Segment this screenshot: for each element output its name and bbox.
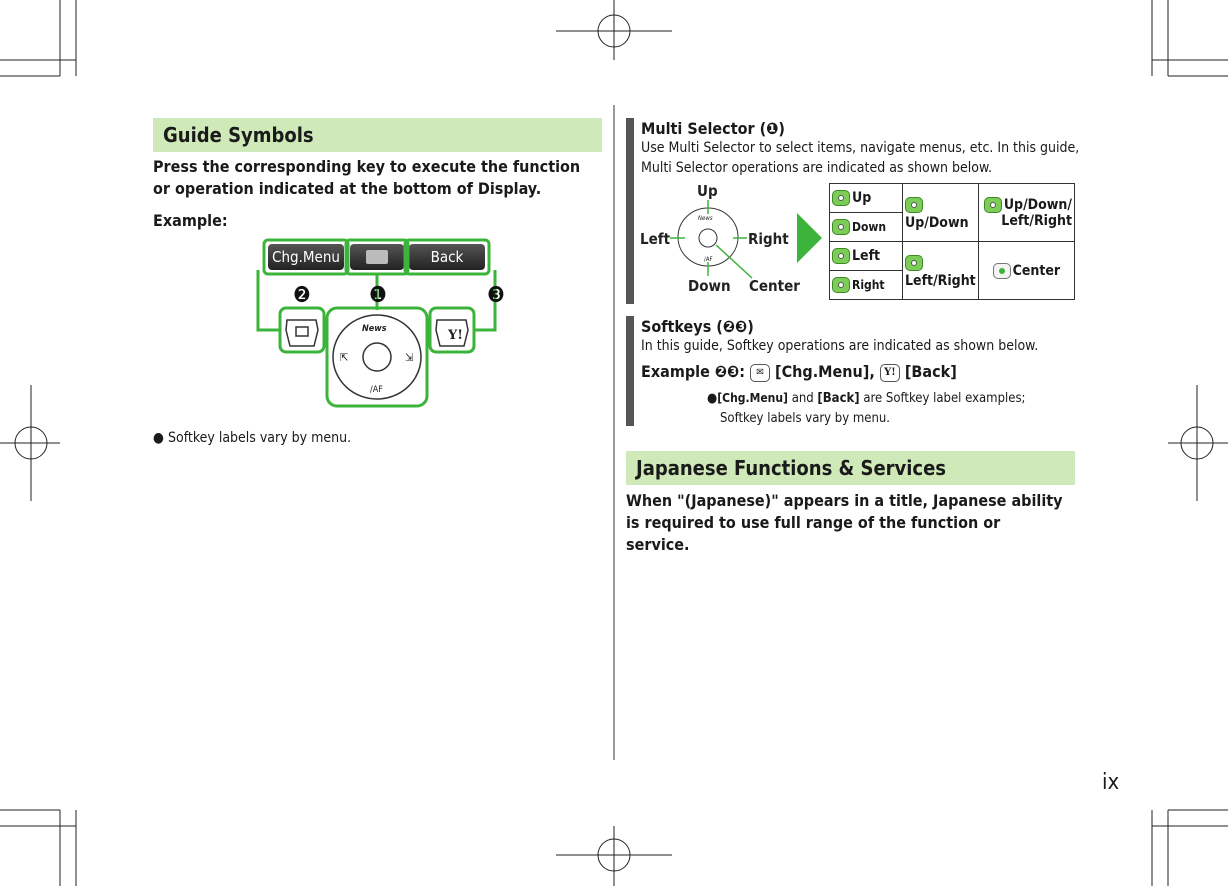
arrow-right-icon bbox=[797, 213, 822, 263]
web-arrow-icon: ⇲ bbox=[405, 351, 414, 364]
marker-three: ❸ bbox=[487, 283, 505, 308]
diagram-af: /AF bbox=[704, 256, 713, 263]
diagram-up: Up bbox=[697, 182, 718, 200]
marker-two: ❷ bbox=[293, 283, 311, 308]
op-up-down: Up/Down bbox=[905, 214, 969, 231]
multi-selector-heading: Multi Selector (❶) bbox=[641, 119, 785, 138]
op-all-2: Left/Right bbox=[1001, 212, 1072, 229]
marker-one: ❶ bbox=[369, 283, 387, 308]
mail-arrow-icon: ⇱ bbox=[340, 351, 349, 364]
softkey-right-display: Back bbox=[409, 244, 485, 270]
diagram-left: Left bbox=[640, 230, 671, 248]
op-left: Left bbox=[852, 248, 881, 264]
op-right: Right bbox=[852, 278, 885, 292]
example-label: Example: bbox=[153, 211, 228, 230]
example-prefix: Example ❷❸: bbox=[641, 362, 745, 381]
example-mid: [Chg.Menu], bbox=[775, 362, 875, 381]
softkeys-heading: Softkeys (❷❸) bbox=[641, 317, 754, 336]
note-text: Softkey labels vary by menu. bbox=[168, 430, 352, 446]
softkey-left-display: Chg.Menu bbox=[268, 244, 344, 270]
diagram-news: News bbox=[698, 215, 713, 222]
bullet: ● bbox=[707, 391, 718, 406]
note-chgmenu: [Chg.Menu] bbox=[717, 391, 788, 405]
softkeys-note bbox=[707, 388, 1026, 429]
diagram-down: Down bbox=[688, 277, 731, 295]
op-up: Up bbox=[852, 190, 872, 206]
op-center: Center bbox=[1012, 262, 1061, 279]
japanese-body: When "(Japanese)" appears in a title, Japanese ability is required to use full range of the function or service. bbox=[626, 491, 1063, 554]
note-line2: Softkey labels vary by menu. bbox=[720, 411, 891, 426]
example-end: [Back] bbox=[904, 362, 957, 381]
guide-symbols-heading: Guide Symbols bbox=[153, 118, 602, 152]
bullet: ● bbox=[153, 430, 164, 446]
op-all-1: Up/Down/ bbox=[1003, 196, 1072, 213]
softkeys-example bbox=[641, 362, 957, 382]
yahoo-key-icon: Y! bbox=[880, 364, 900, 382]
note-and: and bbox=[787, 391, 818, 406]
diagram-right: Right bbox=[748, 230, 789, 248]
softkeys-desc: In this guide, Softkey operations are indicated as shown below. bbox=[641, 338, 1039, 354]
multi-selector-table bbox=[829, 183, 1075, 300]
mail-key-icon: ✉ bbox=[750, 364, 770, 382]
japanese-heading: Japanese Functions & Services bbox=[626, 451, 1075, 485]
softkeys-bar bbox=[626, 316, 634, 426]
note-back: [Back] bbox=[817, 391, 860, 406]
page-number: ix bbox=[1102, 770, 1120, 795]
multi-desc-2: Multi Selector operations are indicated as shown below. bbox=[641, 160, 992, 176]
op-left-right: Left/Right bbox=[905, 272, 976, 289]
op-down: Down bbox=[852, 220, 887, 234]
news-label: News bbox=[362, 324, 387, 334]
note-rest: are Softkey label examples; bbox=[859, 391, 1026, 406]
diagram-center: Center bbox=[749, 277, 800, 295]
guide-intro: Press the corresponding key to execute the function or operation indicated at the bottom of Display. bbox=[153, 157, 581, 198]
yahoo-icon: Y! bbox=[448, 328, 463, 343]
af-label: /AF bbox=[370, 385, 383, 395]
multi-desc-1: Use Multi Selector to select items, navigate menus, etc. In this guide, bbox=[641, 140, 1080, 156]
